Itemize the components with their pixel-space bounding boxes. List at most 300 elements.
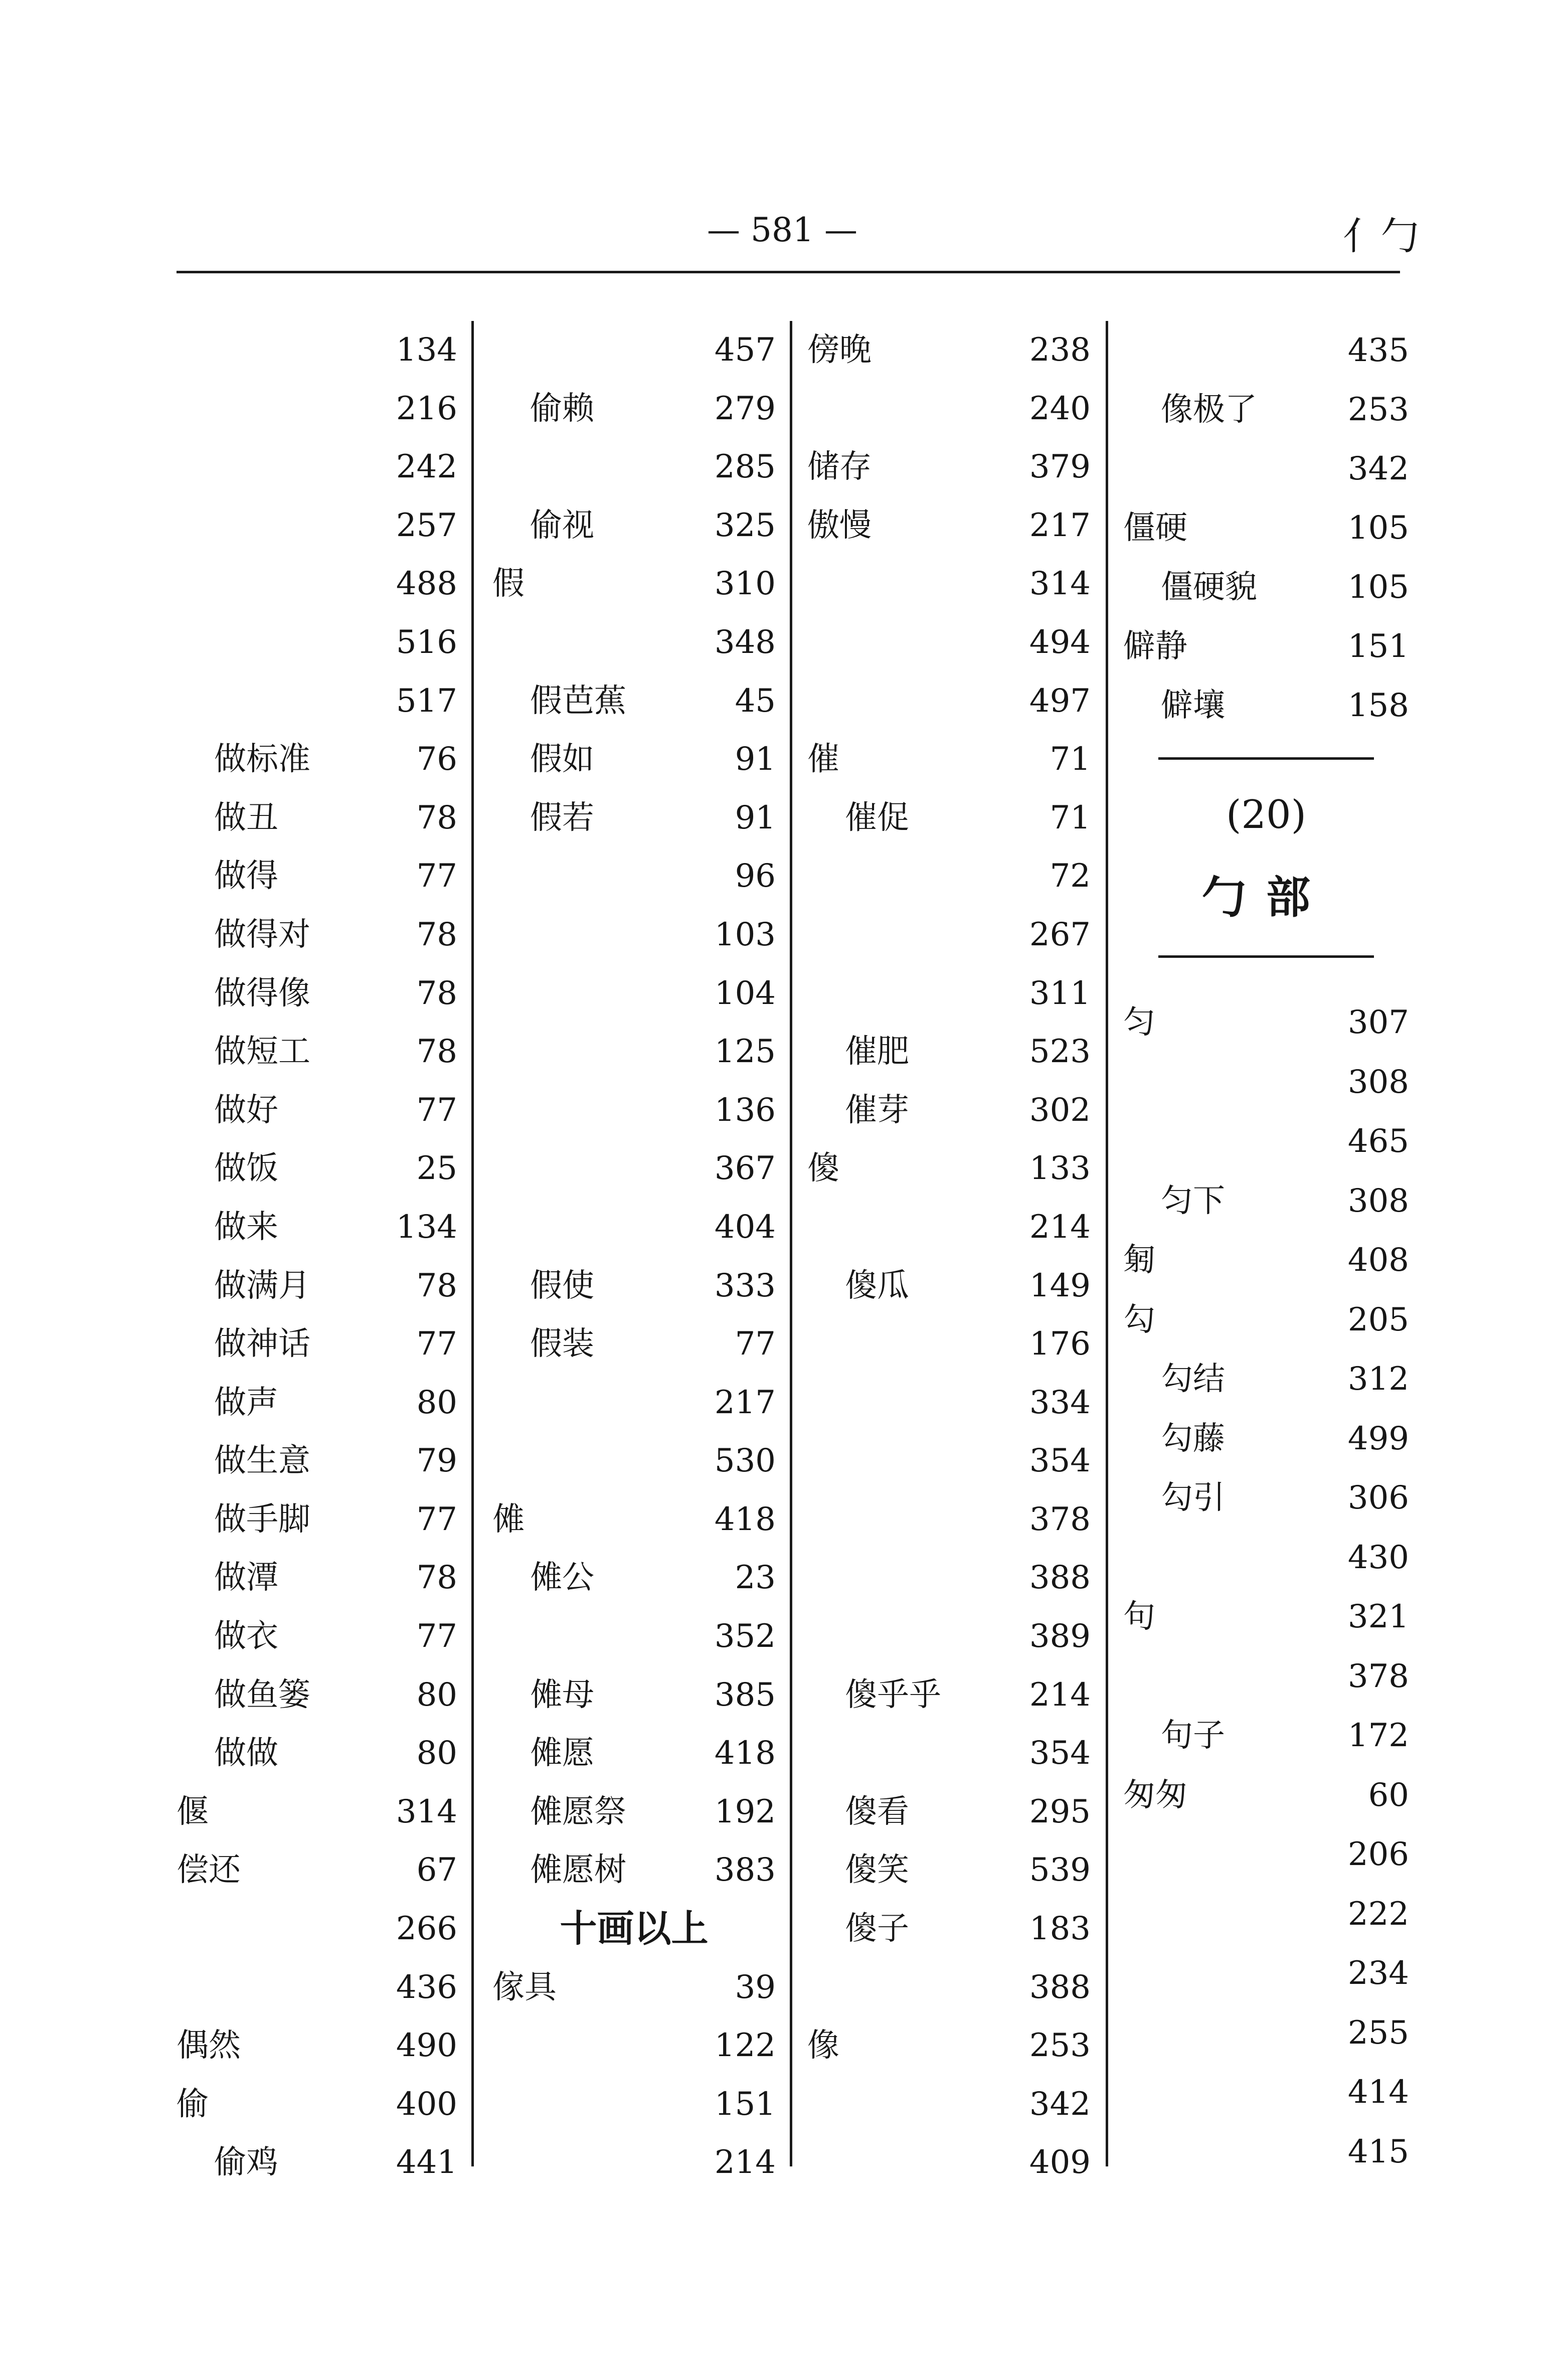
entry-page-number: 490 [396, 2027, 457, 2065]
index-entry [492, 1724, 776, 1783]
entry-page-number: 96 [735, 858, 776, 895]
index-entry [807, 438, 1091, 496]
entry-page-number: 321 [1347, 1598, 1409, 1635]
entry-page-number: 80 [416, 1735, 457, 1772]
index-entry [807, 1666, 1091, 1725]
entry-page-number: 172 [1347, 1717, 1409, 1754]
entry-page-number: 77 [416, 1618, 457, 1655]
entry-page-number: 312 [1347, 1361, 1409, 1398]
index-entry [177, 730, 457, 789]
index-entry [492, 1315, 776, 1374]
entry-page-number: 311 [1029, 974, 1091, 1012]
entry-page-number: 494 [1029, 623, 1091, 661]
entry-page-number: 214 [1029, 1208, 1091, 1246]
entry-page-number: 206 [1347, 1836, 1409, 1873]
entry-term: 偷鸡 [214, 2144, 278, 2181]
radical-header: 亻勹 [1343, 214, 1419, 258]
entry-term: 做丑 [214, 799, 278, 836]
index-entry [807, 1198, 1091, 1257]
index-entry [177, 1490, 457, 1549]
index-entry [492, 1432, 776, 1490]
entry-term: 傩愿 [530, 1735, 594, 1772]
entry-page-number: 217 [1029, 507, 1091, 544]
column-divider [790, 321, 792, 2166]
entry-page-number: 151 [1347, 628, 1409, 665]
entry-page-number: 25 [416, 1150, 457, 1188]
index-entry [1123, 1885, 1409, 1944]
entry-page-number: 45 [735, 682, 776, 720]
entry-page-number: 78 [416, 1033, 457, 1071]
entry-page-number: 418 [714, 1735, 776, 1772]
entry-page-number: 325 [714, 507, 776, 544]
index-entry [807, 672, 1091, 731]
index-entry [492, 1139, 776, 1198]
entry-page-number: 378 [1029, 1500, 1091, 1538]
entry-term: 傻子 [845, 1910, 909, 1948]
entry-term: 匆匆 [1123, 1776, 1187, 1814]
entry-term: 傩愿树 [530, 1852, 626, 1889]
entry-page-number: 78 [416, 1267, 457, 1304]
section-rule-bottom [1158, 955, 1374, 958]
index-entry [177, 438, 457, 496]
entry-page-number: 409 [1029, 2144, 1091, 2181]
entry-page-number: 77 [735, 1325, 776, 1363]
entry-term: 僻静 [1123, 628, 1187, 665]
entry-term: 做标准 [214, 741, 310, 778]
entry-term: 傩愿祭 [530, 1793, 626, 1830]
index-entry [177, 2016, 457, 2075]
index-entry [177, 789, 457, 848]
entry-term: 匀 [1123, 1004, 1155, 1041]
index-entry [177, 964, 457, 1023]
entry-page-number: 234 [1347, 1955, 1409, 1992]
index-entry [492, 438, 776, 496]
entry-page-number: 122 [714, 2027, 776, 2065]
entry-page-number: 183 [1029, 1910, 1091, 1948]
index-column-4 [1123, 321, 1409, 2176]
entry-page-number: 389 [1029, 1618, 1091, 1655]
index-entry [1123, 1231, 1409, 1290]
entry-page-number: 435 [1347, 332, 1409, 369]
entry-term: 句子 [1161, 1717, 1225, 1754]
index-entry [807, 1023, 1091, 1081]
entry-page-number: 385 [714, 1676, 776, 1714]
entry-term: 傩母 [530, 1676, 594, 1714]
entry-page-number: 379 [1029, 448, 1091, 486]
entry-page-number: 404 [714, 1208, 776, 1246]
index-entry [492, 1607, 776, 1666]
entry-page-number: 78 [416, 916, 457, 953]
entry-term: 匀下 [1161, 1182, 1225, 1220]
entry-page-number: 352 [714, 1618, 776, 1655]
entry-term: 做鱼篓 [214, 1676, 310, 1714]
entry-page-number: 367 [714, 1150, 776, 1188]
index-entry [177, 847, 457, 906]
entry-page-number: 134 [396, 331, 457, 369]
entry-term: 做饭 [214, 1150, 278, 1188]
entry-page-number: 242 [396, 448, 457, 486]
entry-page-number: 71 [1050, 799, 1091, 836]
entry-page-number: 78 [416, 1559, 457, 1597]
entry-page-number: 441 [396, 2144, 457, 2181]
index-entry [1123, 380, 1409, 439]
index-entry [807, 2075, 1091, 2134]
entry-page-number: 91 [735, 799, 776, 836]
index-entry [807, 2016, 1091, 2075]
index-entry [807, 1374, 1091, 1432]
index-entry [1123, 498, 1409, 558]
index-entry [177, 1081, 457, 1140]
entry-term: 像 [807, 2027, 839, 2065]
index-entry [1123, 558, 1409, 617]
index-entry [1123, 1468, 1409, 1528]
entry-term: 做衣 [214, 1618, 278, 1655]
index-entry [492, 1958, 776, 2017]
entry-page-number: 308 [1347, 1063, 1409, 1101]
entry-term: 勾 [1123, 1301, 1155, 1338]
index-entry [492, 847, 776, 906]
index-entry [177, 1432, 457, 1490]
entry-term: 假如 [530, 741, 594, 778]
entry-page-number: 103 [714, 916, 776, 953]
entry-term: 偿还 [177, 1852, 241, 1889]
entry-page-number: 388 [1029, 1968, 1091, 2006]
index-entry [492, 906, 776, 964]
column-divider [1106, 321, 1108, 2166]
entry-page-number: 279 [714, 390, 776, 427]
index-entry [177, 906, 457, 964]
index-entry [492, 730, 776, 789]
entry-page-number: 217 [714, 1384, 776, 1421]
index-entry [492, 1490, 776, 1549]
entry-term: 做生意 [214, 1442, 310, 1480]
entry-page-number: 78 [416, 974, 457, 1012]
index-entry [807, 964, 1091, 1023]
entry-page-number: 77 [416, 1500, 457, 1538]
index-column-2 [492, 321, 776, 2181]
entry-term: 做声 [214, 1384, 278, 1421]
entry-term: 勾藤 [1161, 1420, 1225, 1457]
entry-page-number: 415 [1347, 2133, 1409, 2170]
index-entry [807, 1490, 1091, 1549]
entry-term: 傻看 [845, 1793, 909, 1830]
index-entry [1123, 1290, 1409, 1350]
entry-page-number: 158 [1347, 687, 1409, 724]
index-entry [1123, 993, 1409, 1053]
entry-page-number: 400 [396, 2085, 457, 2123]
index-entry [807, 1724, 1091, 1783]
entry-page-number: 214 [714, 2144, 776, 2181]
entry-page-number: 354 [1029, 1735, 1091, 1772]
entry-page-number: 523 [1029, 1033, 1091, 1071]
index-entry [492, 2016, 776, 2075]
entry-page-number: 497 [1029, 682, 1091, 720]
entry-page-number: 517 [396, 682, 457, 720]
index-entry [1123, 2003, 1409, 2063]
entry-page-number: 408 [1347, 1242, 1409, 1279]
entry-term: 傍晚 [807, 331, 872, 369]
index-entry [492, 1374, 776, 1432]
entry-term: 催 [807, 741, 839, 778]
stroke-group-heading: 十画以上 [560, 1907, 709, 1951]
entry-page-number: 91 [735, 741, 776, 778]
index-entry [177, 1724, 457, 1783]
index-entry [807, 1841, 1091, 1900]
entry-page-number: 418 [714, 1500, 776, 1538]
entry-term: 做得 [214, 858, 278, 895]
index-entry [492, 496, 776, 555]
index-entry [177, 1666, 457, 1725]
index-entry [177, 2133, 457, 2192]
entry-page-number: 136 [714, 1091, 776, 1129]
index-entry [1123, 1825, 1409, 1885]
entry-term: 催肥 [845, 1033, 909, 1071]
index-entry [1123, 676, 1409, 735]
index-entry [492, 1198, 776, 1257]
header-rule [177, 271, 1400, 273]
index-entry [807, 321, 1091, 380]
index-entry [807, 1549, 1091, 1607]
index-entry [1123, 439, 1409, 498]
entry-term: 假若 [530, 799, 594, 836]
entry-page-number: 255 [1347, 2014, 1409, 2052]
entry-page-number: 383 [714, 1852, 776, 1889]
index-entry [177, 1257, 457, 1315]
entry-term: 偃 [177, 1793, 209, 1830]
entry-term: 勾引 [1161, 1479, 1225, 1517]
section-number: (20) [1226, 792, 1307, 837]
index-entry [492, 1257, 776, 1315]
entry-term: 做得对 [214, 916, 310, 953]
entry-page-number: 133 [1029, 1150, 1091, 1188]
entry-page-number: 314 [396, 1793, 457, 1830]
entry-term: 做好 [214, 1091, 278, 1129]
index-entry [492, 1081, 776, 1140]
index-entry [492, 964, 776, 1023]
index-entry [807, 1432, 1091, 1490]
entry-page-number: 77 [416, 1325, 457, 1363]
entry-page-number: 222 [1347, 1895, 1409, 1933]
index-entry [492, 1023, 776, 1081]
entry-page-number: 333 [714, 1267, 776, 1304]
entry-page-number: 134 [396, 1208, 457, 1246]
entry-page-number: 72 [1050, 858, 1091, 895]
entry-page-number: 39 [735, 1968, 776, 2006]
entry-term: 偶然 [177, 2027, 241, 2065]
section-rule-top [1158, 757, 1374, 760]
entry-page-number: 176 [1029, 1325, 1091, 1363]
entry-page-number: 499 [1347, 1420, 1409, 1457]
entry-term: 勾结 [1161, 1361, 1225, 1398]
entry-term: 傻瓜 [845, 1267, 909, 1304]
entry-page-number: 78 [416, 799, 457, 836]
entry-term: 像极了 [1161, 391, 1257, 428]
entry-page-number: 67 [416, 1852, 457, 1889]
entry-page-number: 76 [416, 741, 457, 778]
entry-page-number: 430 [1347, 1539, 1409, 1576]
index-entry [492, 380, 776, 438]
entry-page-number: 267 [1029, 916, 1091, 953]
index-entry [177, 1783, 457, 1841]
entry-term: 储存 [807, 448, 872, 486]
entry-term: 做手脚 [214, 1500, 310, 1538]
entry-page-number: 388 [1029, 1559, 1091, 1597]
entry-term: 偷 [177, 2085, 209, 2123]
index-entry [807, 1958, 1091, 2017]
entry-page-number: 465 [1347, 1123, 1409, 1160]
index-entry [492, 672, 776, 731]
entry-page-number: 302 [1029, 1091, 1091, 1129]
index-entry [1123, 2122, 1409, 2182]
index-entry [1123, 1647, 1409, 1707]
entry-page-number: 334 [1029, 1384, 1091, 1421]
entry-term: 傻 [807, 1150, 839, 1188]
index-entry [807, 1783, 1091, 1841]
index-column-3 [807, 321, 1091, 2181]
entry-page-number: 378 [1347, 1657, 1409, 1695]
index-entry [177, 1841, 457, 1900]
index-entry [492, 613, 776, 672]
entry-term: 傻笑 [845, 1852, 909, 1889]
index-entry [807, 1607, 1091, 1666]
index-entry [1123, 1944, 1409, 2003]
entry-page-number: 214 [1029, 1676, 1091, 1714]
entry-page-number: 60 [1368, 1776, 1409, 1814]
index-entry [807, 1139, 1091, 1198]
entry-page-number: 205 [1347, 1301, 1409, 1338]
index-entry [492, 2133, 776, 2192]
entry-page-number: 539 [1029, 1852, 1091, 1889]
index-entry [492, 1783, 776, 1841]
index-entry [807, 555, 1091, 613]
entry-term: 做来 [214, 1208, 278, 1246]
entry-page-number: 530 [714, 1442, 776, 1480]
entry-page-number: 314 [1029, 565, 1091, 603]
index-entry [177, 1900, 457, 1958]
index-entry [492, 1549, 776, 1607]
index-entry [807, 1081, 1091, 1140]
index-entry [1123, 1350, 1409, 1409]
entry-page-number: 342 [1347, 450, 1409, 487]
entry-term: 假使 [530, 1267, 594, 1304]
index-entry [177, 672, 457, 731]
entry-term: 做神话 [214, 1325, 310, 1363]
page-number: — 581 — [707, 211, 857, 249]
entry-page-number: 253 [1029, 2027, 1091, 2065]
index-entry [1123, 617, 1409, 676]
entry-term: 偷赖 [530, 390, 594, 427]
index-column-4-top [1123, 321, 1409, 735]
index-entry [1123, 1766, 1409, 1825]
entry-term: 做得像 [214, 974, 310, 1012]
index-entry [177, 380, 457, 438]
entry-page-number: 80 [416, 1676, 457, 1714]
index-entry [807, 613, 1091, 672]
entry-page-number: 488 [396, 565, 457, 603]
entry-term: 做短工 [214, 1033, 310, 1071]
index-entry [1123, 1409, 1409, 1469]
entry-page-number: 436 [396, 1968, 457, 2006]
entry-page-number: 516 [396, 623, 457, 661]
index-entry [177, 1607, 457, 1666]
index-entry [177, 1549, 457, 1607]
index-entry [177, 1958, 457, 2017]
entry-page-number: 77 [416, 1091, 457, 1129]
entry-page-number: 104 [714, 974, 776, 1012]
entry-page-number: 257 [396, 507, 457, 544]
entry-term: 傢具 [492, 1968, 557, 2006]
index-entry [177, 613, 457, 672]
entry-term: 傻乎乎 [845, 1676, 941, 1714]
index-entry [807, 730, 1091, 789]
index-entry [177, 496, 457, 555]
index-entry [807, 789, 1091, 848]
entry-page-number: 348 [714, 623, 776, 661]
entry-term: 假芭蕉 [530, 682, 626, 720]
index-entry [492, 321, 776, 380]
entry-page-number: 285 [714, 448, 776, 486]
entry-page-number: 125 [714, 1033, 776, 1071]
entry-page-number: 80 [416, 1384, 457, 1421]
index-entry [807, 496, 1091, 555]
index-entry [177, 321, 457, 380]
index-entry [492, 555, 776, 613]
entry-term: 句 [1123, 1598, 1155, 1635]
index-entry [807, 1900, 1091, 1958]
index-entry [1123, 321, 1409, 380]
index-entry [492, 1841, 776, 1900]
entry-term: 做潭 [214, 1559, 278, 1597]
index-entry [807, 906, 1091, 964]
entry-page-number: 149 [1029, 1267, 1091, 1304]
entry-term: 假装 [530, 1325, 594, 1363]
entry-page-number: 240 [1029, 390, 1091, 427]
index-entry [492, 789, 776, 848]
entry-page-number: 414 [1347, 2074, 1409, 2111]
entry-page-number: 105 [1347, 569, 1409, 606]
index-entry [1123, 1587, 1409, 1647]
entry-page-number: 308 [1347, 1182, 1409, 1220]
index-entry [177, 1023, 457, 1081]
index-column-1 [177, 321, 457, 2181]
index-entry [492, 2075, 776, 2134]
entry-page-number: 79 [416, 1442, 457, 1480]
entry-page-number: 266 [396, 1910, 457, 1948]
index-entry [177, 1315, 457, 1374]
entry-term: 偷视 [530, 507, 594, 544]
index-entry [807, 2133, 1091, 2192]
index-entry [1123, 1171, 1409, 1231]
entry-term: 僻壤 [1161, 687, 1225, 724]
entry-term: 傲慢 [807, 507, 872, 544]
entry-page-number: 105 [1347, 510, 1409, 547]
entry-page-number: 216 [396, 390, 457, 427]
index-entry [177, 1374, 457, 1432]
index-entry [807, 1257, 1091, 1315]
entry-term: 做满月 [214, 1267, 310, 1304]
entry-page-number: 23 [735, 1559, 776, 1597]
index-entry [807, 380, 1091, 438]
entry-term: 催芽 [845, 1091, 909, 1129]
entry-page-number: 295 [1029, 1793, 1091, 1830]
index-entry [1123, 1706, 1409, 1766]
entry-term: 假 [492, 565, 525, 603]
index-entry [177, 1139, 457, 1198]
index-entry [492, 1666, 776, 1725]
index-entry [177, 555, 457, 613]
index-entry [807, 847, 1091, 906]
entry-page-number: 457 [714, 331, 776, 369]
